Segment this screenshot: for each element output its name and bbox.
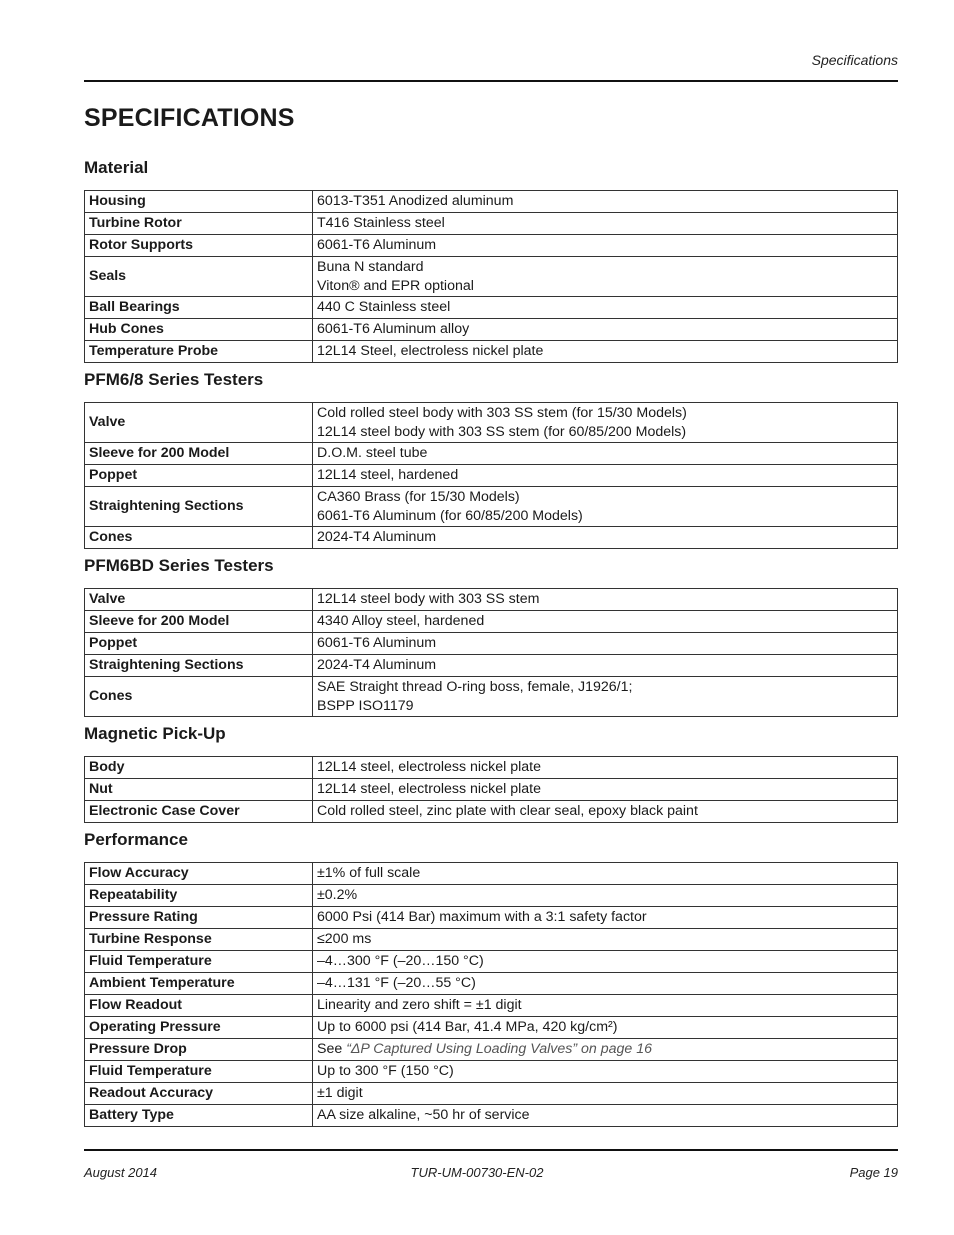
table-row	[85, 907, 898, 929]
running-header: Specifications	[811, 52, 898, 68]
spec-value-line: 2024-T4 Aluminum	[317, 529, 437, 545]
spec-label: Ball Bearings	[85, 297, 313, 319]
spec-value-line: ±0.2%	[317, 887, 358, 903]
spec-value-line: 12L14 steel, electroless nickel plate	[317, 781, 541, 797]
spec-label: Poppet	[85, 465, 313, 487]
section-heading: Material	[84, 158, 149, 177]
spec-table	[84, 756, 898, 823]
spec-value	[313, 863, 898, 885]
section-heading: Magnetic Pick-Up	[84, 724, 226, 743]
spec-value	[313, 465, 898, 487]
spec-value	[313, 213, 898, 235]
spec-section	[84, 556, 898, 717]
spec-value-line: BSPP ISO1179	[317, 697, 414, 714]
table-row	[85, 633, 898, 655]
spec-value-line: Buna N standard	[317, 258, 424, 275]
section-heading: Performance	[84, 830, 188, 849]
table-row	[85, 951, 898, 973]
spec-value-line: 12L14 steel, electroless nickel plate	[317, 759, 541, 775]
footer-date: August 2014	[84, 1165, 158, 1180]
spec-value	[313, 655, 898, 677]
spec-value	[313, 403, 898, 443]
spec-value	[313, 951, 898, 973]
spec-value	[313, 995, 898, 1017]
spec-label: Valve	[85, 403, 313, 443]
spec-value	[313, 1105, 898, 1127]
spec-value	[313, 1017, 898, 1039]
table-row	[85, 929, 898, 951]
table-row	[85, 527, 898, 549]
table-row	[85, 1061, 898, 1083]
spec-label: Readout Accuracy	[85, 1083, 313, 1105]
spec-value-line: 6013-T351 Anodized aluminum	[317, 193, 514, 209]
spec-value-line: Up to 6000 psi (414 Bar, 41.4 MPa, 420 kg/cm²)	[317, 1019, 618, 1035]
section-heading: PFM6BD Series Testers	[84, 556, 274, 575]
spec-label: Seals	[85, 257, 313, 297]
spec-label: Pressure Rating	[85, 907, 313, 929]
spec-value-line: Cold rolled steel, zinc plate with clear seal, epoxy black paint	[317, 803, 698, 819]
spec-value-line: 6061-T6 Aluminum	[317, 635, 437, 651]
spec-label: Poppet	[85, 633, 313, 655]
spec-value-line: 12L14 steel, hardened	[317, 467, 459, 483]
spec-section	[84, 158, 898, 363]
spec-table	[84, 190, 898, 363]
table-row	[85, 443, 898, 465]
spec-value-line: 4340 Alloy steel, hardened	[317, 613, 485, 629]
spec-label: Battery Type	[85, 1105, 313, 1127]
spec-value-line: Cold rolled steel body with 303 SS stem (for 15/30 Models)	[317, 404, 687, 421]
table-row	[85, 191, 898, 213]
spec-value	[313, 257, 898, 297]
spec-label: Turbine Response	[85, 929, 313, 951]
table-row	[85, 655, 898, 677]
spec-label: Electronic Case Cover	[85, 801, 313, 823]
table-row	[85, 757, 898, 779]
spec-value-line: Up to 300 °F (150 °C)	[317, 1063, 454, 1079]
footer-rule	[84, 1149, 898, 1151]
spec-value-line: –4…131 °F (–20…55 °C)	[317, 975, 476, 991]
table-row	[85, 677, 898, 717]
table-row	[85, 487, 898, 527]
spec-value	[313, 633, 898, 655]
spec-value	[313, 677, 898, 717]
header-rule	[84, 80, 898, 82]
table-row	[85, 213, 898, 235]
table-row	[85, 801, 898, 823]
spec-value	[313, 527, 898, 549]
spec-value	[313, 297, 898, 319]
spec-value-line: 12L14 Steel, electroless nickel plate	[317, 343, 544, 359]
spec-value-line: 440 C Stainless steel	[317, 299, 451, 315]
footer-doc-number: TUR-UM-00730-EN-02	[410, 1165, 544, 1180]
spec-label: Body	[85, 757, 313, 779]
table-row	[85, 1083, 898, 1105]
spec-value-line: 6061-T6 Aluminum alloy	[317, 321, 470, 337]
spec-value-line: See	[317, 1041, 347, 1057]
spec-value	[313, 1061, 898, 1083]
spec-label: Flow Readout	[85, 995, 313, 1017]
cross-reference-link[interactable]: “ΔP Captured Using Loading Valves” on page 16	[346, 1041, 652, 1057]
spec-value	[313, 443, 898, 465]
table-row	[85, 341, 898, 363]
spec-content	[84, 152, 898, 1127]
spec-value-line: D.O.M. steel tube	[317, 445, 428, 461]
spec-label: Operating Pressure	[85, 1017, 313, 1039]
spec-value-line: 12L14 steel body with 303 SS stem	[317, 591, 540, 607]
spec-value	[313, 341, 898, 363]
spec-value	[313, 907, 898, 929]
spec-value	[313, 319, 898, 341]
spec-label: Turbine Rotor	[85, 213, 313, 235]
table-row	[85, 319, 898, 341]
spec-value-line: 12L14 steel body with 303 SS stem (for 60/85/200 Models)	[317, 423, 687, 440]
spec-value-line: –4…300 °F (–20…150 °C)	[317, 953, 484, 969]
spec-label: Repeatability	[85, 885, 313, 907]
spec-value	[313, 235, 898, 257]
spec-value	[313, 1039, 898, 1061]
spec-table	[84, 588, 898, 717]
spec-label: Straightening Sections	[85, 655, 313, 677]
spec-value	[313, 757, 898, 779]
spec-value-line: Linearity and zero shift = ±1 digit	[317, 997, 522, 1013]
spec-label: Nut	[85, 779, 313, 801]
table-row	[85, 403, 898, 443]
spec-value	[313, 1083, 898, 1105]
page-title: SPECIFICATIONS	[84, 104, 295, 132]
spec-label: Sleeve for 200 Model	[85, 611, 313, 633]
spec-value-line: ≤200 ms	[317, 931, 372, 947]
spec-label: Cones	[85, 677, 313, 717]
spec-value	[313, 885, 898, 907]
spec-label: Flow Accuracy	[85, 863, 313, 885]
spec-section	[84, 830, 898, 1127]
spec-value	[313, 487, 898, 527]
spec-label: Straightening Sections	[85, 487, 313, 527]
spec-value-line: ±1 digit	[317, 1085, 363, 1101]
spec-value	[313, 779, 898, 801]
spec-value-line: AA size alkaline, ~50 hr of service	[317, 1107, 530, 1123]
spec-label: Temperature Probe	[85, 341, 313, 363]
spec-label: Rotor Supports	[85, 235, 313, 257]
table-row	[85, 235, 898, 257]
table-row	[85, 1017, 898, 1039]
spec-value-line: T416 Stainless steel	[317, 215, 445, 231]
spec-value-line: CA360 Brass (for 15/30 Models)	[317, 488, 520, 505]
spec-label: Hub Cones	[85, 319, 313, 341]
table-row	[85, 589, 898, 611]
footer-page-number: Page 19	[849, 1165, 898, 1180]
spec-value-line: ±1% of full scale	[317, 865, 421, 881]
spec-value-line: SAE Straight thread O-ring boss, female, J1926/1;	[317, 678, 633, 695]
spec-label: Fluid Temperature	[85, 951, 313, 973]
table-row	[85, 973, 898, 995]
spec-value-line: 6061-T6 Aluminum	[317, 237, 437, 253]
section-heading: PFM6/8 Series Testers	[84, 370, 264, 389]
spec-label: Fluid Temperature	[85, 1061, 313, 1083]
spec-value	[313, 929, 898, 951]
table-row	[85, 863, 898, 885]
table-row	[85, 611, 898, 633]
table-row	[85, 995, 898, 1017]
spec-section	[84, 370, 898, 549]
spec-label: Cones	[85, 527, 313, 549]
spec-value-line: 2024-T4 Aluminum	[317, 657, 437, 673]
table-row	[85, 465, 898, 487]
spec-label: Valve	[85, 589, 313, 611]
spec-value	[313, 611, 898, 633]
spec-label: Sleeve for 200 Model	[85, 443, 313, 465]
table-row	[85, 1039, 898, 1061]
spec-value-line: 6061-T6 Aluminum (for 60/85/200 Models)	[317, 507, 583, 524]
spec-value	[313, 801, 898, 823]
spec-label: Housing	[85, 191, 313, 213]
table-row	[85, 297, 898, 319]
spec-value	[313, 191, 898, 213]
table-row	[85, 885, 898, 907]
spec-value	[313, 973, 898, 995]
spec-value	[313, 589, 898, 611]
table-row	[85, 257, 898, 297]
spec-section	[84, 724, 898, 823]
table-row	[85, 1105, 898, 1127]
spec-table	[84, 402, 898, 549]
spec-table	[84, 862, 898, 1127]
spec-value-line: Viton® and EPR optional	[317, 277, 474, 294]
spec-label: Pressure Drop	[85, 1039, 313, 1061]
spec-label: Ambient Temperature	[85, 973, 313, 995]
spec-value-line: 6000 Psi (414 Bar) maximum with a 3:1 safety factor	[317, 909, 647, 925]
table-row	[85, 779, 898, 801]
